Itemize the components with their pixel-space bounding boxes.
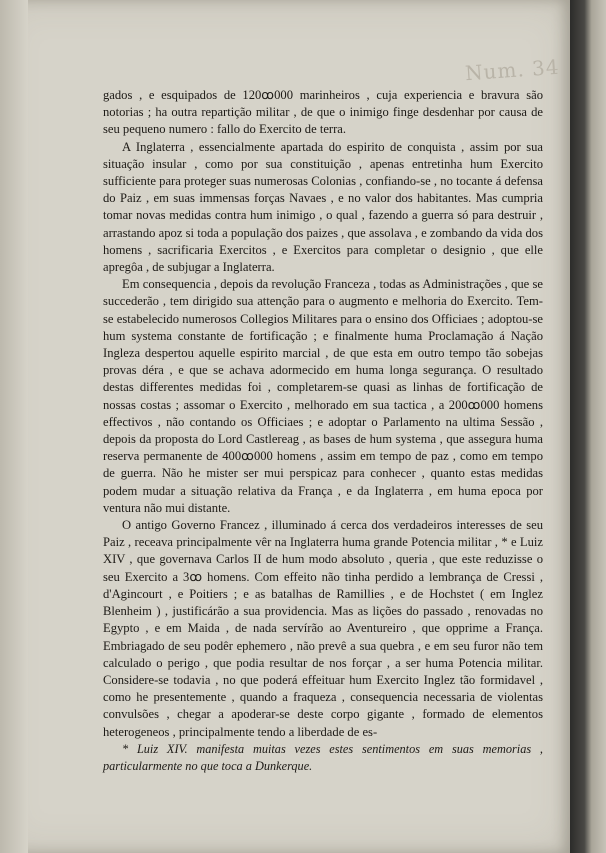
document-body: [103, 87, 543, 775]
page-number-mark: Num. 34: [464, 54, 561, 86]
paragraph-1: gados , e esquipados de 120ꝏ000 marinheiros , cuja experiencia e bravura são notorias ; ha outra repartição militar , de que o inimigo finge desdenhar por causa de seu pequeno numero : fallo do Exercito de terra.: [103, 88, 543, 137]
page-gutter: [0, 0, 28, 853]
next-page-edge: [570, 0, 606, 853]
paragraph-3: Em consequencia , depois da revolução Franceza , todas as Administrações , que se succederão , tem dirigido sua attenção para o augmento e melhoria do Exercito. Tem-se estabelecido numerosos Collegios Militares para o ensino dos Officiaes ; adoptou-se hum systema constante de fortificação ; e finalmente huma Proclamação á Nação Ingleza despertou aquelle espirito marcial , de que esta em outro tempo tão sobejas provas déra , e que se achava adormecido em huma longa segurança. O resultado destas differentes medidas foi , completarem-se quasi as linhas de fortificação de nossas costas ; assomar o Exercito , melhorado em sua tactica , a 200ꝏ000 homens effectivos , não contando os Officiaes ; e adoptar o Parlamento na ultima Sessão , depois da proposta do Lord Castlereag , as bases de hum systema , que assegura huma reserva permanente de 400ꝏ000 homens , assim em tempo de paz , como em tempo de guerra. Não he mister ser mui perspicaz para conhecer , quanto estas medidas podem mudar a situação relativa da França , e da Inglaterra , em huma epoca por ventura não mui distante.: [103, 277, 543, 515]
footnote: * Luiz XIV. manifesta muitas vezes estes sentimentos em suas memorias , particularmente no que toca a Dunkerque.: [103, 741, 543, 773]
paragraph-4: O antigo Governo Francez , illuminado á cerca dos verdadeiros interesses de seu Paiz , receava principalmente vêr na Inglaterra huma grande Potencia militar , * e Luiz XIV , que governava Carlos II de hum modo absoluto , queria , que este reduzisse o seu Exercito a 3ꝏ homens. Com effeito não tinha perdido a lembrança de Cressi , d'Agincourt , e Poitiers ; e as batalhas de Ramillies , e de Hochstet ( em Inglez Blenheim ) , justificárão a sua providencia. Mas as lições do passado , renovadas no Egypto , e em Maida , de nada servírão ao Aventureiro , que opprime a França. Embriagado de seu podêr ephemero , não prevê a sua quebra , e em seu furor não tem calculado o perigo , que podia resultar de nos forçar , a ser huma Potencia militar. Considere-se todavia , no que poderá effeituar hum Exercito Inglez tão formidavel , como he presentemente , quando a fraqueza , consequencia necessaria de violentas convulsões , chegar a apoderar-se deste corpo gigante , formado de elementos heterogeneos , principalmente tendo a liberdade de es-: [103, 518, 543, 739]
paragraph-2: A Inglaterra , essencialmente apartada do espirito de conquista , assim por sua situação insular , como por sua constituição , apenas entretinha hum Exercito sufficiente para proteger suas numerosas Colonias , confiando-se , no tocante á defensa do Paiz , em suas immensas forças Navaes , e no valor dos habitantes. Mas cumpria tomar novas medidas contra hum inimigo , o qual , fazendo a guerra só para destruir , arrastando apoz si toda a população dos paizes , que assolava , e zombando da vida dos homens , sacrificaria Exercitos , e Exercitos para completar o designio , que elle apregôa , de subjugar a Inglaterra.: [103, 139, 543, 275]
